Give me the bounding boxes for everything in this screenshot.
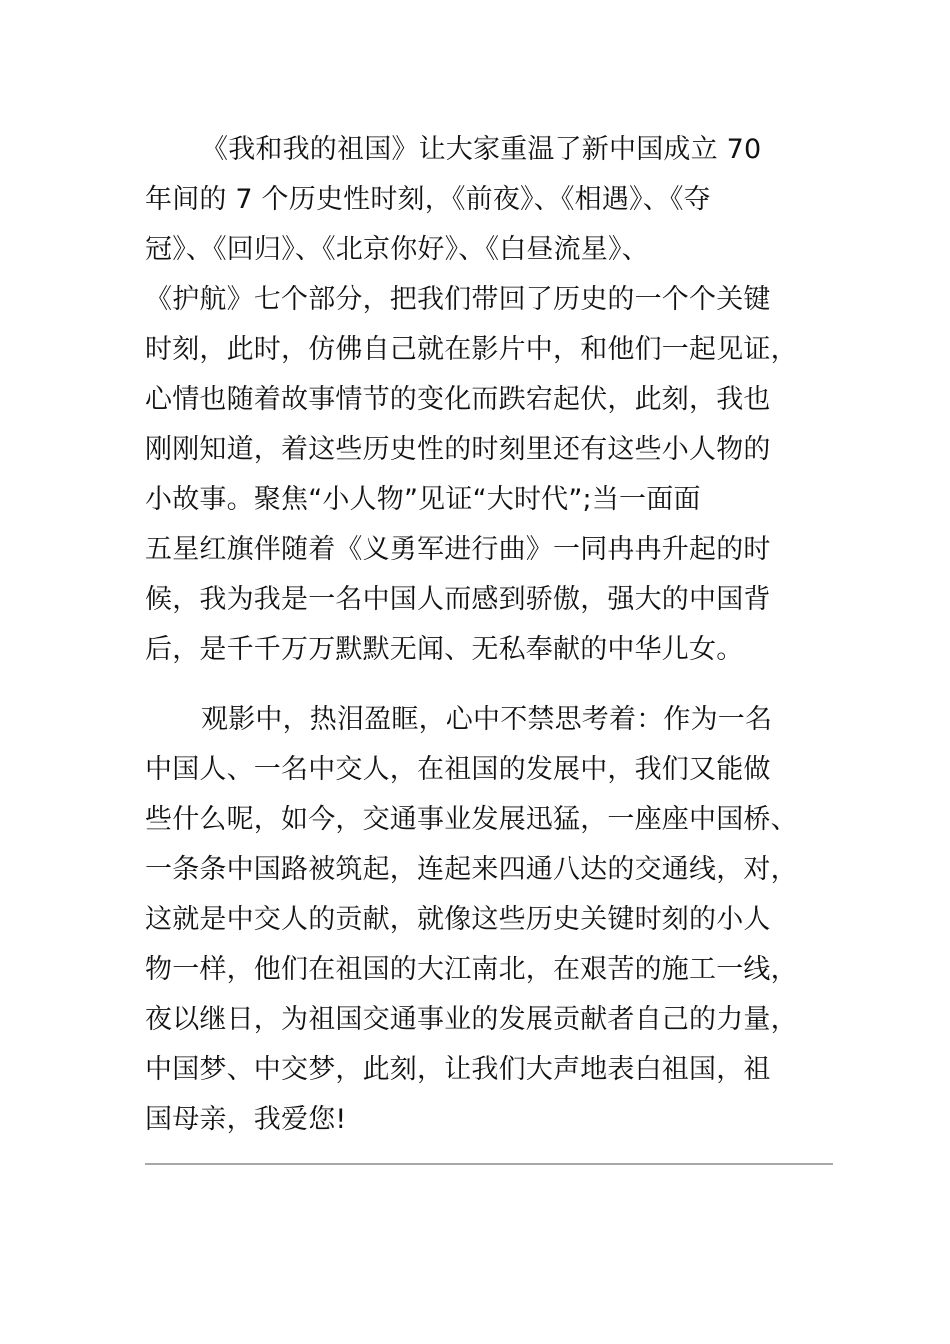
paragraph-line: 时刻，此时，仿佛自己就在影片中，和他们一起见证， bbox=[145, 334, 798, 365]
paragraph-line: 国母亲，我爱您! bbox=[145, 1104, 347, 1135]
paragraph-line: 一条条中国路被筑起，连起来四通八达的交通线，对， bbox=[145, 854, 798, 885]
paragraph-1 bbox=[145, 125, 835, 675]
paragraph-line: 夜以继日，为祖国交通事业的发展贡献者自己的力量， bbox=[145, 1004, 798, 1035]
paragraph-line: 小故事。聚焦“小人物”见证“大时代”;当一面面 bbox=[145, 484, 701, 515]
paragraph-line: 观影中，热泪盈眶，心中不禁思考着：作为一名 bbox=[201, 704, 773, 735]
paragraph-line: 这就是中交人的贡献，就像这些历史关键时刻的小人 bbox=[145, 904, 771, 935]
paragraph-line: 刚刚知道，着这些历史性的时刻里还有这些小人物的 bbox=[145, 434, 771, 465]
paragraph-line: 《我和我的祖国》让大家重温了新中国成立 70 bbox=[201, 134, 762, 165]
paragraph-line: 心情也随着故事情节的变化而跌宕起伏，此刻，我也 bbox=[145, 384, 771, 415]
paragraph-line: 中国梦、中交梦，此刻，让我们大声地表白祖国，祖 bbox=[145, 1054, 771, 1085]
paragraph-line: 物一样，他们在祖国的大江南北，在艰苦的施工一线， bbox=[145, 954, 798, 985]
paragraph-line: 后，是千千万万默默无闻、无私奉献的中华儿女。 bbox=[145, 634, 744, 665]
paragraph-line: 五星红旗伴随着《义勇军进行曲》一同冉冉升起的时 bbox=[145, 534, 771, 565]
paragraph-line: 些什么呢，如今，交通事业发展迅猛，一座座中国桥、 bbox=[145, 804, 798, 835]
paragraph-2 bbox=[145, 695, 835, 1145]
paragraph-line: 年间的 7 个历史性时刻，《前夜》、《相遇》、《夺 bbox=[145, 184, 711, 215]
horizontal-divider bbox=[145, 1163, 833, 1165]
paragraph-line: 冠》、《回归》、《北京你好》、《白昼流星》、 bbox=[145, 234, 649, 265]
paragraph-line: 候，我为我是一名中国人而感到骄傲，强大的中国背 bbox=[145, 584, 771, 615]
paragraph-line: 中国人、一名中交人，在祖国的发展中，我们又能做 bbox=[145, 754, 771, 785]
paragraph-line: 《护航》七个部分，把我们带回了历史的一个个关键 bbox=[145, 284, 771, 315]
